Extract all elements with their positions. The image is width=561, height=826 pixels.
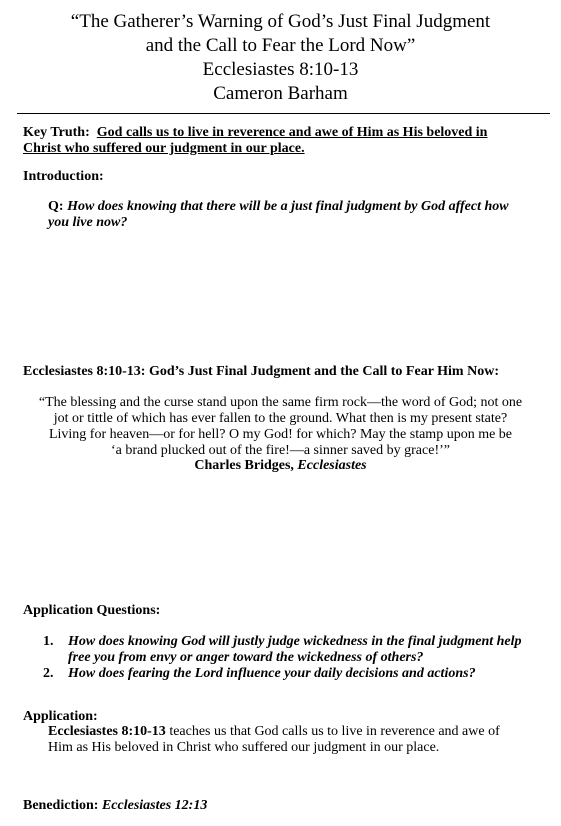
question-line-2: you live now? <box>48 215 128 230</box>
quote-line-2: jot or tittle of which has ever fallen to the ground. What then is my present state? <box>53 411 508 426</box>
question-1-line-1: How does knowing God will justly judge wickedness in the final judgment help <box>68 634 522 649</box>
quote-line-3: Living for heaven—or for hell? O my God! for which? May the stamp upon me be <box>48 427 513 442</box>
application-text <box>48 724 548 756</box>
list-item-number: 2. <box>43 666 54 681</box>
key-truth-text-line-1: God calls us to live in reverence and awe of Him as His beloved in <box>96 125 488 140</box>
benediction-label: Benediction: <box>23 798 99 813</box>
application-heading: Application: <box>23 709 98 724</box>
section-heading: Ecclesiastes 8:10-13: God’s Just Final Judgment and the Call to Fear Him Now: <box>23 364 499 379</box>
list-item <box>43 666 543 682</box>
scripture-reference: Ecclesiastes 8:10-13 <box>202 59 359 80</box>
attribution-name: Charles Bridges, <box>194 458 294 473</box>
quote-attribution <box>0 458 561 474</box>
quote-line-1: “The blessing and the curse stand upon the same firm rock—the word of God; not one <box>38 395 523 410</box>
key-truth <box>23 125 543 157</box>
application-questions-heading: Application Questions: <box>23 603 161 618</box>
question-line-1: How does knowing that there will be a just final judgment by God affect how <box>67 199 509 214</box>
question-label: Q: <box>48 199 64 214</box>
application-text-line-1: teaches us that God calls us to live in reverence and awe of <box>165 724 500 739</box>
application-questions-list <box>43 634 543 682</box>
question-2-line-1: How does fearing the Lord influence your daily decisions and actions? <box>68 666 476 681</box>
introduction-question <box>48 199 548 231</box>
introduction-heading: Introduction: <box>23 169 104 184</box>
title-line-1: “The Gatherer’s Warning of God’s Just Final Judgment <box>70 11 491 32</box>
question-1-line-2: free you from envy or anger toward the wickedness of others? <box>68 650 424 665</box>
key-truth-label: Key Truth: <box>23 125 90 140</box>
benediction <box>23 798 207 814</box>
benediction-ref: Ecclesiastes 12:13 <box>101 798 208 813</box>
application-text-line-2: Him as His beloved in Christ who suffered our judgment in our place. <box>48 740 440 755</box>
title-line-2: and the Call to Fear the Lord Now” <box>145 35 416 56</box>
application-ref: Ecclesiastes 8:10-13 <box>48 724 166 739</box>
list-item-number: 1. <box>43 634 54 649</box>
attribution-work: Ecclesiastes <box>297 458 367 473</box>
key-truth-text-line-2: Christ who suffered our judgment in our place. <box>23 141 305 156</box>
header-divider <box>17 113 550 114</box>
author-name: Cameron Barham <box>213 83 348 104</box>
quote-line-4: ‘a brand plucked out of the fire!—a sinner saved by grace!’” <box>111 443 450 458</box>
list-item <box>43 634 543 666</box>
